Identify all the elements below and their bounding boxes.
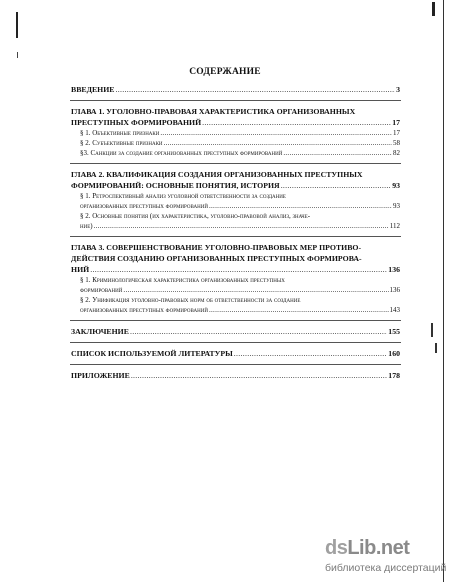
dot-leader [130, 326, 387, 337]
section-divider [70, 236, 401, 237]
toc-chapter-entry [71, 84, 400, 95]
section-divider [70, 163, 401, 164]
toc-page-number: 112 [389, 222, 400, 230]
toc-section-entry [71, 191, 400, 211]
dot-leader [160, 128, 392, 138]
toc-entry-text: § 1. Ретроспективный анализ уголовной ответственности за создание [80, 192, 286, 200]
watermark-brand: dsLib.net [325, 537, 410, 559]
dot-leader [123, 285, 388, 295]
toc-entry-text: ГЛАВА 3. СОВЕРШЕНСТВОВАНИЕ УГОЛОВНО-ПРАВОВЫХ МЕР ПРОТИВО- [71, 243, 362, 252]
toc-entry-line [71, 326, 400, 337]
toc-entry-text: СПИСОК ИСПОЛЬЗУЕМОЙ ЛИТЕРАТУРЫ [71, 349, 233, 358]
toc-page-number: 17 [393, 129, 400, 137]
toc-page-number: 160 [388, 349, 400, 358]
toc-entry-line [80, 275, 400, 285]
scan-artifact [17, 52, 18, 58]
toc-chapter-entry [71, 348, 400, 359]
scan-artifact [432, 2, 435, 16]
toc-page-number: 3 [396, 85, 400, 94]
toc-entry-line [80, 191, 400, 201]
toc-page-number: 143 [389, 306, 400, 314]
toc-entry-line [80, 305, 400, 315]
toc-entry-text: § 1. Объективные признаки [80, 129, 160, 137]
toc-entry-text: формирований [80, 286, 123, 294]
toc-page-number: 136 [388, 265, 400, 274]
dot-leader [209, 305, 389, 315]
toc-entry-line [71, 180, 400, 191]
dot-leader [116, 84, 396, 95]
toc-section-entry [71, 211, 400, 231]
toc-section-entry [71, 148, 400, 158]
toc-entry-text: ВВЕДЕНИЕ [71, 85, 115, 94]
toc-entry-line [80, 221, 400, 231]
dot-leader [202, 117, 391, 128]
section-divider [70, 364, 401, 365]
scan-edge [443, 0, 444, 582]
toc-entry-text: ПРЕСТУПНЫХ ФОРМИРОВАНИЙ [71, 118, 202, 127]
toc-entry-line [80, 201, 400, 211]
toc-entry-text: организованных преступных формирований [80, 306, 208, 314]
dot-leader [234, 348, 388, 359]
toc-entry-line [80, 138, 400, 148]
toc-entry-text: ПРИЛОЖЕНИЕ [71, 371, 130, 380]
toc-page-number: 155 [388, 327, 400, 336]
toc-entry-text: ФОРМИРОВАНИЙ: ОСНОВНЫЕ ПОНЯТИЯ, ИСТОРИЯ [71, 181, 280, 190]
dot-leader [283, 148, 392, 158]
scan-artifact [435, 343, 437, 353]
toc-entry-line [71, 264, 400, 275]
page-title: СОДЕРЖАНИЕ [189, 67, 261, 77]
toc-page-number: 178 [388, 371, 400, 380]
toc-section-entry [71, 128, 400, 138]
toc-entry-text: § 2. Основные понятия (их характеристика, уголовно-правовой анализ, значе- [80, 212, 311, 220]
toc-entry-text: организованных преступных формирований [80, 202, 208, 210]
toc-entry-text: НИЙ [71, 265, 90, 274]
watermark-logo [325, 537, 447, 577]
toc-page-number: 82 [393, 149, 400, 157]
dot-leader [90, 264, 387, 275]
toc-entry-line [71, 370, 400, 381]
toc-chapter-entry [71, 370, 400, 381]
toc-page-number: 17 [392, 118, 400, 127]
dot-leader [209, 201, 392, 211]
toc-entry-text: ДЕЙСТВИЯ СОЗДАНИЮ ОРГАНИЗОВАННЫХ ПРЕСТУПНЫХ ФОРМИРОВА- [71, 254, 362, 263]
toc-entry-line [80, 295, 400, 305]
toc-page-number: 136 [389, 286, 400, 294]
scan-artifact [16, 12, 18, 38]
dot-leader [164, 138, 392, 148]
toc-entry-text: ние) [80, 222, 93, 230]
toc-page-number: 93 [393, 202, 400, 210]
toc-entry-text: § 2. Унификация уголовно-правовых норм об ответственности за создание [80, 296, 301, 304]
toc-entry-text: ЗАКЛЮЧЕНИЕ [71, 327, 129, 336]
toc-section-entry [71, 295, 400, 315]
dot-leader [94, 221, 389, 231]
section-divider [70, 342, 401, 343]
toc-page-number: 93 [392, 181, 400, 190]
toc-entry-text: § 1. Криминологическая характеристика организованных преступных [80, 276, 285, 284]
toc-entry-line [71, 106, 400, 117]
toc-entry-text: §3. Санкции за создание организованных преступных формирований [80, 149, 283, 157]
toc-chapter-entry [71, 326, 400, 337]
toc-chapter-entry [71, 106, 400, 128]
toc-entry-line [71, 348, 400, 359]
toc-entry-line [80, 128, 400, 138]
dot-leader [131, 370, 387, 381]
toc-entry-text: § 2. Субъективные признаки [80, 139, 163, 147]
section-divider [70, 320, 401, 321]
toc-entry-text: ГЛАВА 2. КВАЛИФИКАЦИЯ СОЗДАНИЯ ОРГАНИЗОВАННЫХ ПРЕСТУПНЫХ [71, 170, 363, 179]
toc-section-entry [71, 138, 400, 148]
toc-entry-line [71, 169, 400, 180]
toc-chapter-entry [71, 242, 400, 275]
toc-section-entry [71, 275, 400, 295]
toc-chapter-entry [71, 169, 400, 191]
toc-entry-line [71, 84, 400, 95]
toc-entry-line [80, 211, 400, 221]
section-divider [70, 100, 401, 101]
toc-entry-line [71, 253, 400, 264]
toc-entry-line [80, 285, 400, 295]
watermark-tagline: библиотека диссертаций [325, 562, 447, 574]
toc-page-number: 58 [393, 139, 400, 147]
toc-entry-line [71, 242, 400, 253]
toc-entry-text: ГЛАВА 1. УГОЛОВНО-ПРАВОВАЯ ХАРАКТЕРИСТИКА ОРГАНИЗОВАННЫХ [71, 107, 356, 116]
scan-artifact [431, 323, 433, 337]
toc-entry-line [80, 148, 400, 158]
dot-leader [281, 180, 392, 191]
toc-entry-line [71, 117, 400, 128]
table-of-contents [71, 84, 400, 381]
